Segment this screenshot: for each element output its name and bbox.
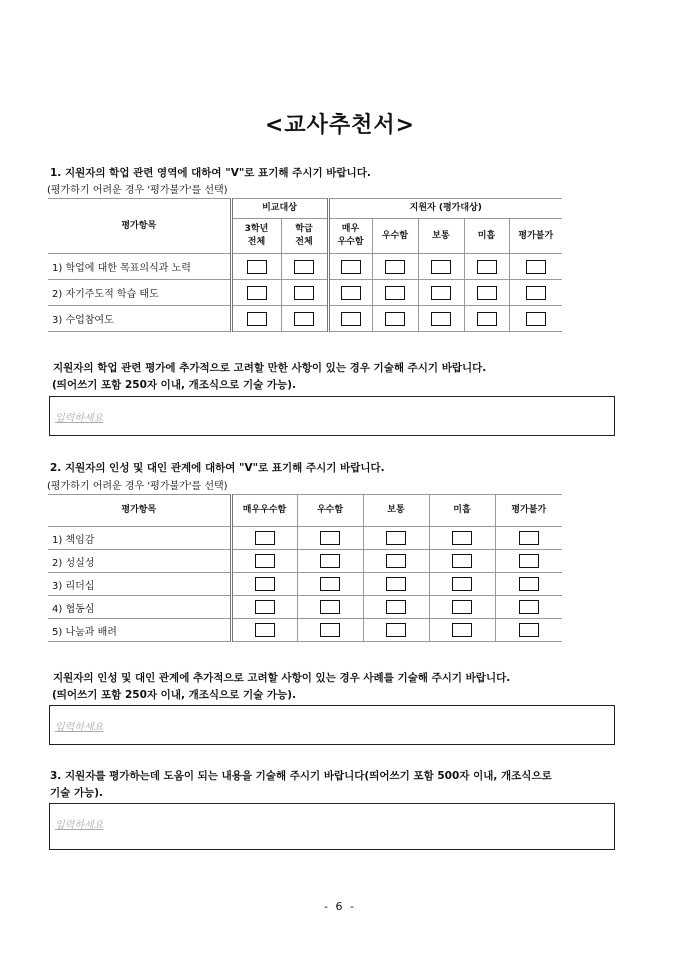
table-row (48, 550, 562, 573)
section3-question-cont: 기술 가능). (50, 787, 104, 799)
character-evaluation-table (48, 494, 562, 642)
header-item: 평가항목 (48, 199, 231, 254)
header-very-good: 매우우수함 (231, 495, 297, 527)
checkbox[interactable] (320, 623, 340, 637)
checkbox[interactable] (452, 600, 472, 614)
page-title: <교사추천서> (264, 113, 416, 138)
header-very-good: 매우 우수함 (328, 219, 372, 254)
header-applicant-group: 지원자 (평가대상) (328, 199, 562, 219)
section3-question: 3. 지원자를 평가하는데 도움이 되는 내용을 기술해 주시기 바랍니다(띄어쓰기 포함 500자 이내, 개조식으로 (50, 770, 552, 782)
header-poor: 미흡 (464, 219, 509, 254)
row-label: 3) 수업참여도 (48, 306, 231, 332)
row-label: 3) 리더십 (48, 573, 231, 596)
checkbox[interactable] (477, 260, 497, 274)
header-item: 평가항목 (48, 495, 231, 527)
section2-note: (평가하기 어려운 경우 '평가불가'를 선택) (47, 481, 228, 492)
checkbox[interactable] (320, 600, 340, 614)
table-row (48, 619, 562, 642)
checkbox[interactable] (431, 312, 451, 326)
section1-text-input[interactable]: 입력하세요 (49, 396, 615, 436)
row-label: 1) 책임감 (48, 527, 231, 550)
section1-extra-prompt: 지원자의 학업 관련 평가에 추가적으로 고려할 만한 사항이 있는 경우 기술해 주시기 바랍니다. (53, 362, 487, 374)
academic-evaluation-table (48, 198, 562, 332)
header-average: 보통 (363, 495, 429, 527)
table-row (48, 596, 562, 619)
checkbox[interactable] (385, 312, 405, 326)
section2-question: 2. 지원자의 인성 및 대인 관계에 대하여 "V"로 표기해 주시기 바랍니다. (50, 462, 385, 474)
header-not-applicable: 평가불가 (509, 219, 562, 254)
checkbox[interactable] (255, 600, 275, 614)
checkbox[interactable] (386, 600, 406, 614)
checkbox[interactable] (341, 260, 361, 274)
table-row (48, 527, 562, 550)
checkbox[interactable] (255, 577, 275, 591)
checkbox[interactable] (247, 286, 267, 300)
checkbox[interactable] (519, 600, 539, 614)
checkbox[interactable] (341, 312, 361, 326)
page-number: - 6 - (324, 900, 356, 913)
header-poor: 미흡 (429, 495, 495, 527)
checkbox[interactable] (431, 260, 451, 274)
section2-text-input[interactable]: 입력하세요 (49, 705, 615, 745)
checkbox[interactable] (386, 531, 406, 545)
checkbox[interactable] (294, 312, 314, 326)
row-label: 1) 학업에 대한 목표의식과 노력 (48, 254, 231, 280)
checkbox[interactable] (320, 577, 340, 591)
checkbox[interactable] (255, 554, 275, 568)
checkbox[interactable] (526, 312, 546, 326)
row-label: 2) 자기주도적 학습 태도 (48, 280, 231, 306)
checkbox[interactable] (431, 286, 451, 300)
checkbox[interactable] (519, 554, 539, 568)
checkbox[interactable] (452, 531, 472, 545)
header-class-all: 학급 전체 (281, 219, 328, 254)
header-good: 우수함 (372, 219, 418, 254)
checkbox[interactable] (386, 623, 406, 637)
checkbox[interactable] (247, 312, 267, 326)
section1-note: (평가하기 어려운 경우 '평가불가'를 선택) (47, 185, 228, 196)
checkbox[interactable] (519, 577, 539, 591)
header-grade-all: 3학년 전체 (231, 219, 281, 254)
header-compare-group: 비교대상 (231, 199, 328, 219)
checkbox[interactable] (294, 260, 314, 274)
checkbox[interactable] (452, 623, 472, 637)
row-label: 4) 협동심 (48, 596, 231, 619)
checkbox[interactable] (519, 531, 539, 545)
checkbox[interactable] (386, 577, 406, 591)
section2-extra-prompt: 지원자의 인성 및 대인 관계에 추가적으로 고려할 사항이 있는 경우 사례를 기술해 주시기 바랍니다. (53, 672, 511, 684)
checkbox[interactable] (386, 554, 406, 568)
table-row (48, 280, 562, 306)
checkbox[interactable] (320, 554, 340, 568)
section1-extra-note: (띄어쓰기 포함 250자 이내, 개조식으로 기술 가능). (52, 379, 296, 391)
section1-question: 1. 지원자의 학업 관련 영역에 대하여 "V"로 표기해 주시기 바랍니다. (50, 167, 371, 179)
checkbox[interactable] (452, 577, 472, 591)
checkbox[interactable] (320, 531, 340, 545)
checkbox[interactable] (385, 260, 405, 274)
checkbox[interactable] (526, 260, 546, 274)
header-not-applicable: 평가불가 (495, 495, 562, 527)
checkbox[interactable] (526, 286, 546, 300)
section3-text-input[interactable]: 입력하세요 (49, 803, 615, 850)
checkbox[interactable] (255, 623, 275, 637)
checkbox[interactable] (341, 286, 361, 300)
table-row (48, 306, 562, 332)
section2-extra-note: (띄어쓰기 포함 250자 이내, 개조식으로 기술 가능). (52, 689, 296, 701)
row-label: 5) 나눔과 배려 (48, 619, 231, 642)
checkbox[interactable] (294, 286, 314, 300)
checkbox[interactable] (519, 623, 539, 637)
row-label: 2) 성실성 (48, 550, 231, 573)
checkbox[interactable] (247, 260, 267, 274)
header-good: 우수함 (297, 495, 363, 527)
table-row (48, 254, 562, 280)
checkbox[interactable] (477, 312, 497, 326)
table-row (48, 573, 562, 596)
checkbox[interactable] (255, 531, 275, 545)
checkbox[interactable] (385, 286, 405, 300)
checkbox[interactable] (452, 554, 472, 568)
header-average: 보통 (418, 219, 464, 254)
checkbox[interactable] (477, 286, 497, 300)
